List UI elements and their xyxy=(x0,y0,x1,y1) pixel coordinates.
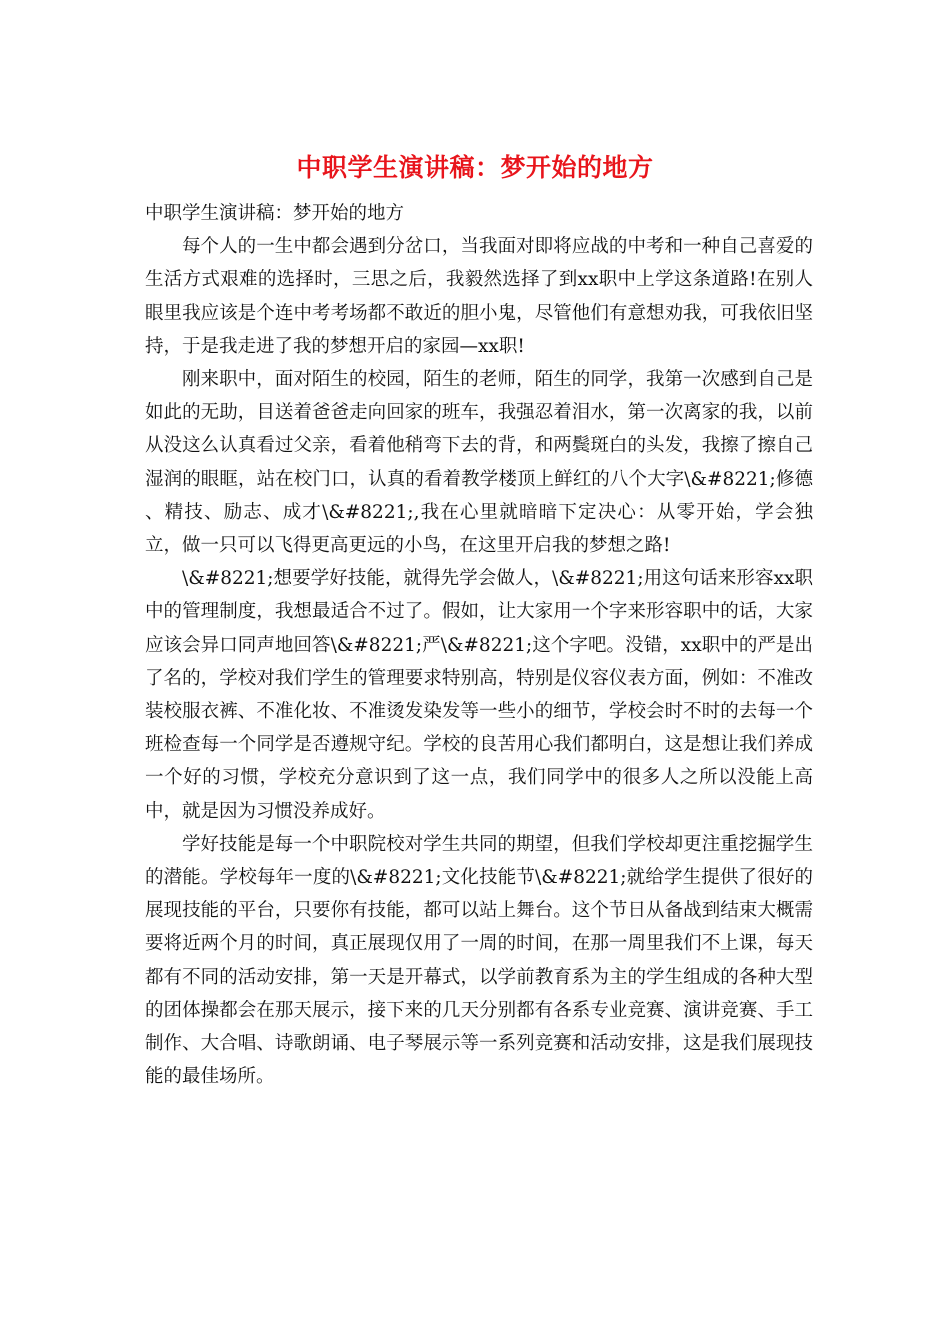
paragraph-3: \&#8221;想要学好技能，就得先学会做人，\&#8221;用这句话来形容xx职中的管理制度，我想最适合不过了。假如，让大家用一个字来形容职中的话，大家应该会异口同声地回答\&#8221;严\&#8221;这个字吧。没错，xx职中的严是出了名的，学校对我们学生的管理要求特别高，特别是仪容仪表方面，例如：不准改装校服衣裤、不准化妆、不准烫发染发等一些小的细节，学校会时不时的去每一个班检查每一个同学是否遵规守纪。学校的良苦用心我们都明白，这是想让我们养成一个好的习惯，学校充分意识到了这一点，我们同学中的很多人之所以没能上高中，就是因为习惯没养成好。 xyxy=(145,568,813,822)
document-title: 中职学生演讲稿：梦开始的地方 xyxy=(296,153,654,182)
document-body xyxy=(145,197,813,1093)
paragraph-2: 刚来职中，面对陌生的校园，陌生的老师，陌生的同学，我第一次感到自己是如此的无助，目送着爸爸走向回家的班车，我强忍着泪水，第一次离家的我，以前从没这么认真看过父亲，看着他稍弯下去的背，和两鬓斑白的头发，我擦了擦自己湿润的眼眶，站在校门口，认真的看着教学楼顶上鲜红的八个大字\&#8221;修德 、精技、励志、成才\&#8221;,我在心里就暗暗下定决心：从零开始，学会独立，做一只可以飞得更高更远的小鸟，在这里开启我的梦想之路! xyxy=(145,369,813,557)
paragraph-4: 学好技能是每一个中职院校对学生共同的期望，但我们学校却更注重挖掘学生的潜能。学校每年一度的\&#8221;文化技能节\&#8221;就给学生提供了很好的展现技能的平台，只要你有技能，都可以站上舞台。这个节日从备战到结束大概需要将近两个月的时间，真正展现仅用了一周的时间，在那一周里我们不上课，每天都有不同的活动安排，第一天是开幕式，以学前教育系为主的学生组成的各种大型的团体操都会在那天展示，接下来的几天分别都有各系专业竞赛、演讲竞赛、手工制作、大合唱、诗歌朗诵、电子琴展示等一系列竞赛和活动安排，这是我们展现技能的最佳场所。 xyxy=(145,833,813,1088)
paragraph-1: 每个人的一生中都会遇到分岔口，当我面对即将应战的中考和一种自己喜爱的生活方式艰难的选择时，三思之后，我毅然选择了到xx职中上学这条道路!在别人眼里我应该是个连中考考场都不敢近的胆小鬼，尽管他们有意想劝我，可我依旧坚持，于是我走进了我的梦想开启的家园—xx职! xyxy=(145,236,813,357)
document-subtitle: 中职学生演讲稿：梦开始的地方 xyxy=(145,203,405,224)
